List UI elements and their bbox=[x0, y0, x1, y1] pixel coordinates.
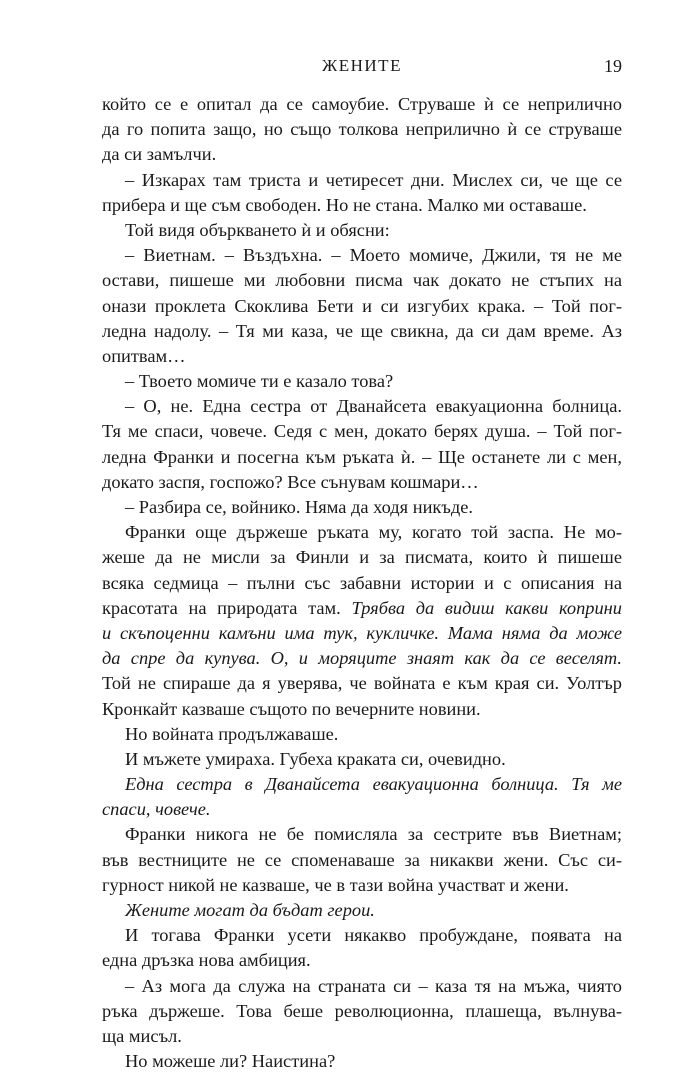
text-line bbox=[102, 697, 622, 722]
text-line-content: остави, пишеше ми любовни писма чак докато не стъпих на bbox=[102, 270, 622, 291]
text-line bbox=[102, 873, 622, 898]
text-line bbox=[102, 117, 622, 142]
text-line bbox=[102, 596, 622, 621]
text-line bbox=[102, 92, 622, 117]
text-line bbox=[102, 319, 622, 344]
text-line-content: Жените могат да бъдат герои. bbox=[125, 900, 375, 920]
text-line bbox=[102, 974, 622, 999]
text-line bbox=[102, 142, 622, 167]
text-line bbox=[102, 344, 622, 369]
text-line bbox=[102, 571, 622, 596]
text-line bbox=[102, 671, 622, 696]
text-line-content: който се е опитал да се самоубие. Струваше ѝ се неприлично bbox=[102, 94, 622, 114]
body-text bbox=[102, 92, 622, 1074]
text-line-content: – Аз мога да служа на страната си – каза тя на мъжа, чиято bbox=[125, 975, 622, 996]
text-line-content: ръка държеше. Това беше революционна, плашеща, вълнува- bbox=[102, 1000, 622, 1021]
text-line bbox=[102, 923, 622, 948]
page-number: 19 bbox=[604, 56, 622, 76]
text-line bbox=[102, 646, 622, 671]
text-line bbox=[102, 268, 622, 293]
text-line-content: онази проклета Скоклива Бети и си изгубих крака. – Той пог- bbox=[102, 295, 622, 316]
text-line-italic-tail: Трябва да видиш какви коприни bbox=[351, 597, 622, 618]
text-line-content: гурност никой не казваше, че в тази война участват и жени. bbox=[102, 874, 569, 895]
text-line-content: Франки никога не бе помисляла за сестрите във Виетнам; bbox=[125, 824, 622, 845]
text-line-content: Една сестра в Дванайсета евакуационна болница. Тя ме bbox=[125, 774, 622, 795]
text-line-content: ледна Франки и посегна към ръката ѝ. – Ще останете ли с мен, bbox=[102, 446, 622, 467]
text-line-content: Франки още държеше ръката му, когато той заспа. Не мо- bbox=[125, 522, 622, 543]
text-line-content: жеше да не мисли за Финли и за писмата, които ѝ пишеше bbox=[102, 547, 622, 568]
text-line-content: прибера и ще съм свободен. Но не стана. Малко ми оставаше. bbox=[102, 194, 587, 215]
text-line bbox=[102, 168, 622, 193]
text-line bbox=[102, 218, 622, 243]
text-line bbox=[102, 747, 622, 772]
text-line-content: всяка седмица – пълни със забавни истории и с описания на bbox=[102, 572, 622, 593]
text-line-content: Кронкайт казваше същото по вечерните новини. bbox=[102, 698, 481, 719]
text-line bbox=[102, 1049, 622, 1074]
text-line bbox=[102, 193, 622, 218]
text-line-content: – Твоето момиче ти е казало това? bbox=[125, 371, 394, 392]
text-line bbox=[102, 470, 622, 495]
text-line bbox=[102, 520, 622, 545]
text-line bbox=[102, 369, 622, 394]
text-line-content: И мъжете умираха. Губеха краката си, очевидно. bbox=[125, 748, 506, 769]
text-line-content: И тогава Франки усети някакво пробуждане, появата на bbox=[125, 925, 622, 946]
text-line bbox=[102, 294, 622, 319]
text-line bbox=[102, 898, 622, 923]
text-line-content: красотата на природата там. bbox=[102, 597, 341, 618]
text-line bbox=[102, 772, 622, 797]
text-line-content: една дръзка нова амбиция. bbox=[102, 950, 311, 971]
text-line bbox=[102, 999, 622, 1024]
text-line bbox=[102, 621, 622, 646]
text-line-content: Тя ме спаси, човече. Седя с мен, докато берях душа. – Той пог- bbox=[102, 421, 622, 442]
text-line-content: да си замълчи. bbox=[102, 144, 217, 165]
text-line bbox=[102, 243, 622, 268]
running-head bbox=[102, 56, 622, 80]
text-line-content: във вестниците не се споменаваше за никакви жени. Със си- bbox=[102, 849, 622, 870]
text-line bbox=[102, 797, 622, 822]
text-line-content: Но можеше ли? Наистина? bbox=[125, 1051, 336, 1072]
running-title: ЖЕНИТЕ bbox=[322, 56, 402, 75]
text-line-content: – Виетнам. – Въздъхна. – Моето момиче, Джили, тя не ме bbox=[125, 245, 622, 266]
text-line bbox=[102, 495, 622, 520]
text-line bbox=[102, 822, 622, 847]
text-line-content: докато заспя, госпожо? Все сънувам кошмари… bbox=[102, 471, 479, 492]
text-line-content: ледна надолу. – Тя ми каза, че ще свикна, да си дам време. Аз bbox=[102, 320, 622, 341]
text-line-content: опитвам… bbox=[102, 345, 186, 366]
text-line-content: – О, не. Една сестра от Дванайсета евакуационна болница. bbox=[125, 396, 622, 417]
text-line-content: спаси, човече. bbox=[102, 799, 211, 820]
text-line bbox=[102, 445, 622, 470]
text-line bbox=[102, 848, 622, 873]
text-line-content: – Разбира се, войнико. Няма да ходя никъде. bbox=[125, 497, 473, 517]
text-line bbox=[102, 1024, 622, 1049]
text-line bbox=[102, 722, 622, 747]
text-line-content: Той видя объркването ѝ и обясни: bbox=[125, 219, 390, 240]
text-line bbox=[102, 545, 622, 570]
text-line-content: Но войната продължаваше. bbox=[125, 723, 339, 744]
text-line bbox=[102, 948, 622, 973]
text-line-content: и скъпоценни камъни има тук, кукличке. Мама няма да може bbox=[102, 622, 622, 643]
text-line bbox=[102, 419, 622, 444]
text-line-content: Той не спираше да я уверява, че войната е към края си. Уолтър bbox=[102, 673, 622, 694]
text-line-content: – Изкарах там триста и четиресет дни. Мислех си, че ще се bbox=[125, 169, 622, 190]
text-line-content: да го попита защо, но също толкова неприлично ѝ се струваше bbox=[102, 119, 622, 140]
text-line bbox=[102, 394, 622, 419]
text-line-content: да спре да купува. О, и моряците знаят как да се веселят. bbox=[102, 648, 622, 669]
text-line-content: ща мисъл. bbox=[102, 1025, 182, 1046]
